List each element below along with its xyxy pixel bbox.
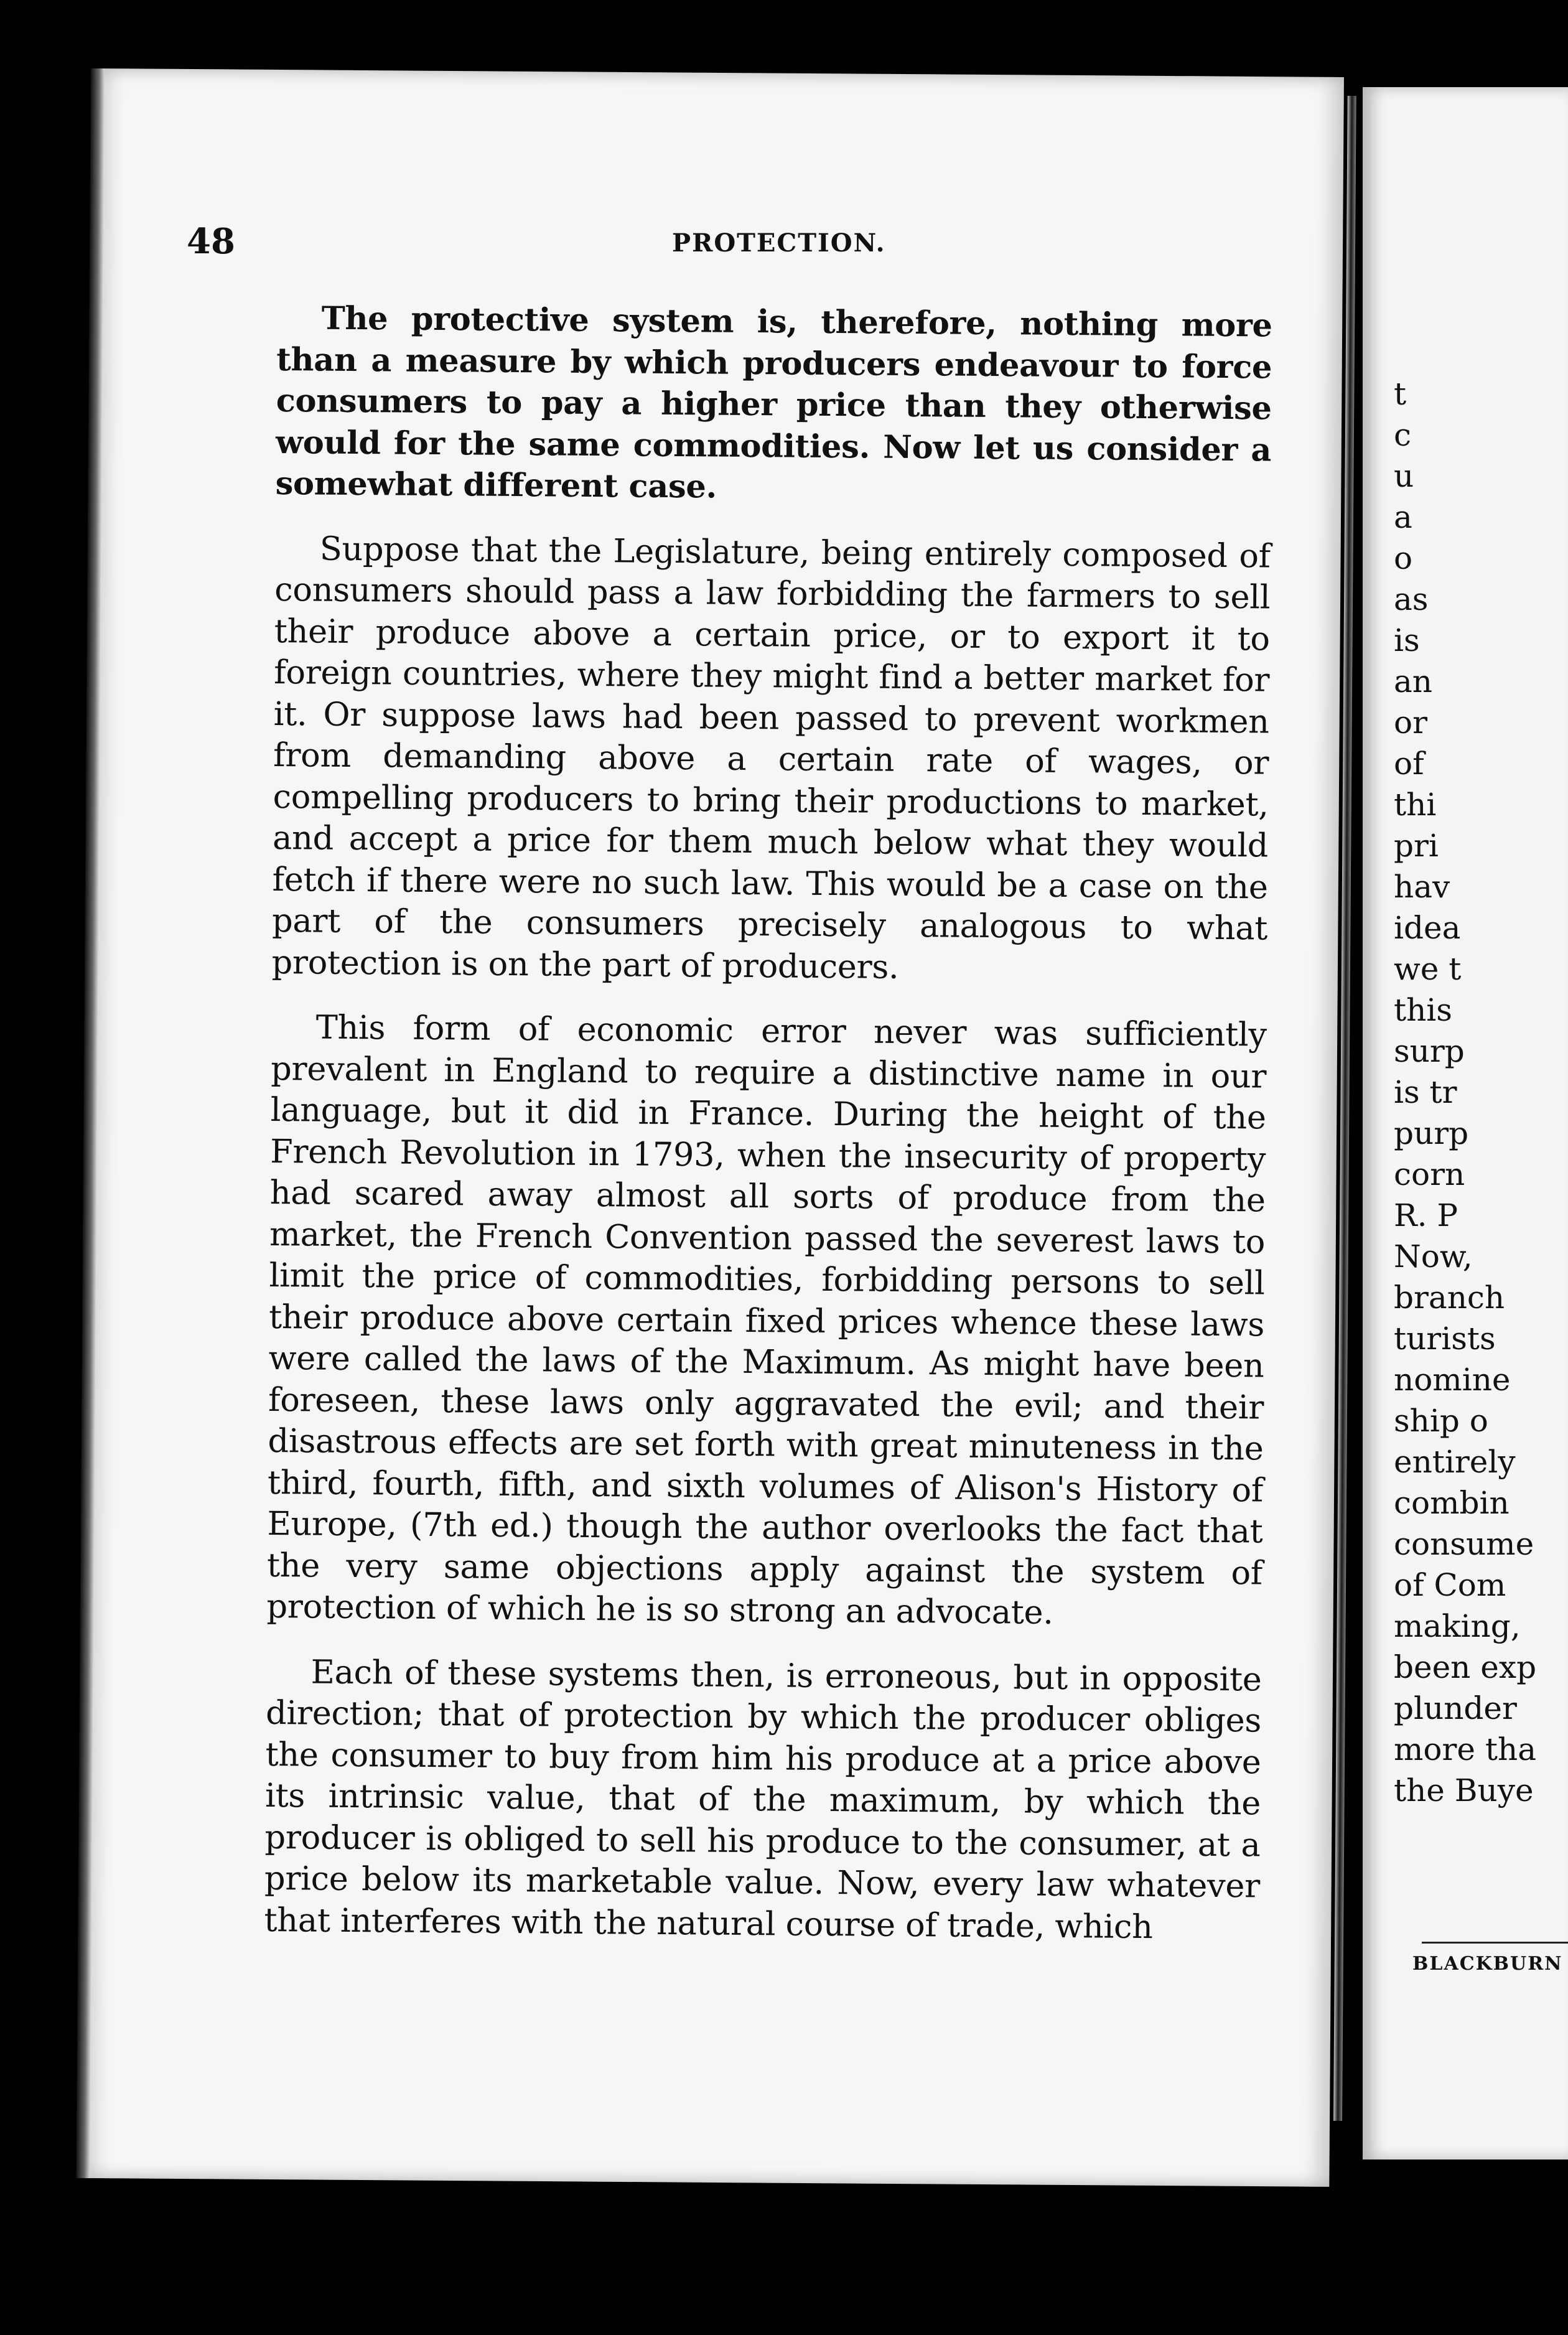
facing-page-line: corn <box>1394 1156 1465 1192</box>
facing-page-line: purp <box>1394 1115 1469 1151</box>
facing-page-footer: BLACKBURN <box>1412 1953 1563 1975</box>
facing-page-line: turists <box>1394 1321 1496 1357</box>
facing-page-line: is <box>1394 622 1420 658</box>
facing-page-line: this <box>1394 992 1452 1028</box>
facing-page-text <box>1394 373 1568 1811</box>
facing-page-line: surp <box>1394 1033 1465 1069</box>
facing-page-line: been exp <box>1394 1649 1537 1685</box>
facing-page-line: pri <box>1394 828 1439 864</box>
facing-page-line: of <box>1394 746 1424 782</box>
facing-page-line: or <box>1394 704 1428 741</box>
body-text <box>264 297 1272 1972</box>
footer-rule <box>1422 1942 1568 1944</box>
facing-page-line: c <box>1394 417 1412 453</box>
running-head: PROTECTION. <box>672 228 886 258</box>
facing-page-line: the Buye <box>1394 1772 1534 1809</box>
facing-page-line: t <box>1394 376 1407 412</box>
facing-page-line: combin <box>1394 1485 1510 1521</box>
paragraph: The protective system is, therefore, nothing more than a measure by which producers endeavour to force consumers to pay a higher price than they otherwise would for the same commodities. Now let us consider a somewhat different case. <box>275 299 1272 506</box>
facing-page-line: u <box>1394 458 1414 494</box>
facing-page-line: o <box>1394 540 1413 576</box>
facing-page-line: more tha <box>1394 1731 1537 1767</box>
facing-page-line: plunder <box>1394 1690 1517 1726</box>
paragraph: Each of these systems then, is erroneous, but in opposite direction; that of protection by which the producer obliges the consumer to buy from him his produce at a price above its intrinsic value, that of the maximum, by which the producer is obliged to sell his produce to the consumer, at a price below its marketable value. Now, every law whatever that interferes with the natural course of trade, which <box>264 1652 1262 1946</box>
paragraph: This form of economic error never was sufficiently prevalent in England to require a distinctive name in our language, but it did in France. During the height of the French Revolution in 1793, when the insecurity of property had scared away almost all sorts of produce from the market, the French Convention passed the severest laws to limit the price of commodities, forbidding persons to sell their produce above certain fixed prices whence these laws were called the laws of the Maximum. As might have been foreseen, these laws only aggravated the evil; and their disastrous effects are set forth with great minuteness in the third, fourth, fifth, and sixth volumes of Alison's History of Europe, (7th ed.) though the author overlooks the fact that the very same objections apply against the system of protection of which he is so strong an advocate. <box>266 1008 1267 1632</box>
page-number: 48 <box>187 221 235 262</box>
facing-page-line: as <box>1394 581 1429 617</box>
facing-page-line: nomine <box>1394 1362 1511 1398</box>
facing-page-line: consume <box>1394 1526 1534 1562</box>
page-header <box>187 221 1276 271</box>
facing-page-line: is tr <box>1394 1074 1457 1110</box>
facing-page-line: idea <box>1394 910 1461 946</box>
facing-page-line: a <box>1394 499 1412 535</box>
facing-page-line: R. P <box>1394 1197 1458 1233</box>
facing-page-line: ship o <box>1394 1403 1488 1439</box>
paragraph: Suppose that the Legislature, being entirely composed of consumers should pass a law forbidding the farmers to sell their produce above a certain price, or to export it to foreign countries, where they might find a better market for it. Or suppose laws had been passed to prevent workmen from demanding above a certain rate of wages, or compelling producers to bring their productions to market, and accept a price for them much below what they would fetch if there were no such law. This would be a case on the part of the consumers precisely analogous to what protection is on the part of producers. <box>271 530 1271 986</box>
facing-page-line: hav <box>1394 869 1450 905</box>
facing-page-line: we t <box>1394 951 1462 987</box>
facing-page-line: thi <box>1394 787 1437 823</box>
facing-page-line: of Com <box>1394 1567 1506 1603</box>
facing-page-line: an <box>1394 663 1433 700</box>
facing-page-line: branch <box>1394 1280 1505 1316</box>
facing-page-line: Now, <box>1394 1238 1473 1275</box>
facing-page-line: entirely <box>1394 1444 1516 1480</box>
facing-page-line: making, <box>1394 1608 1521 1644</box>
